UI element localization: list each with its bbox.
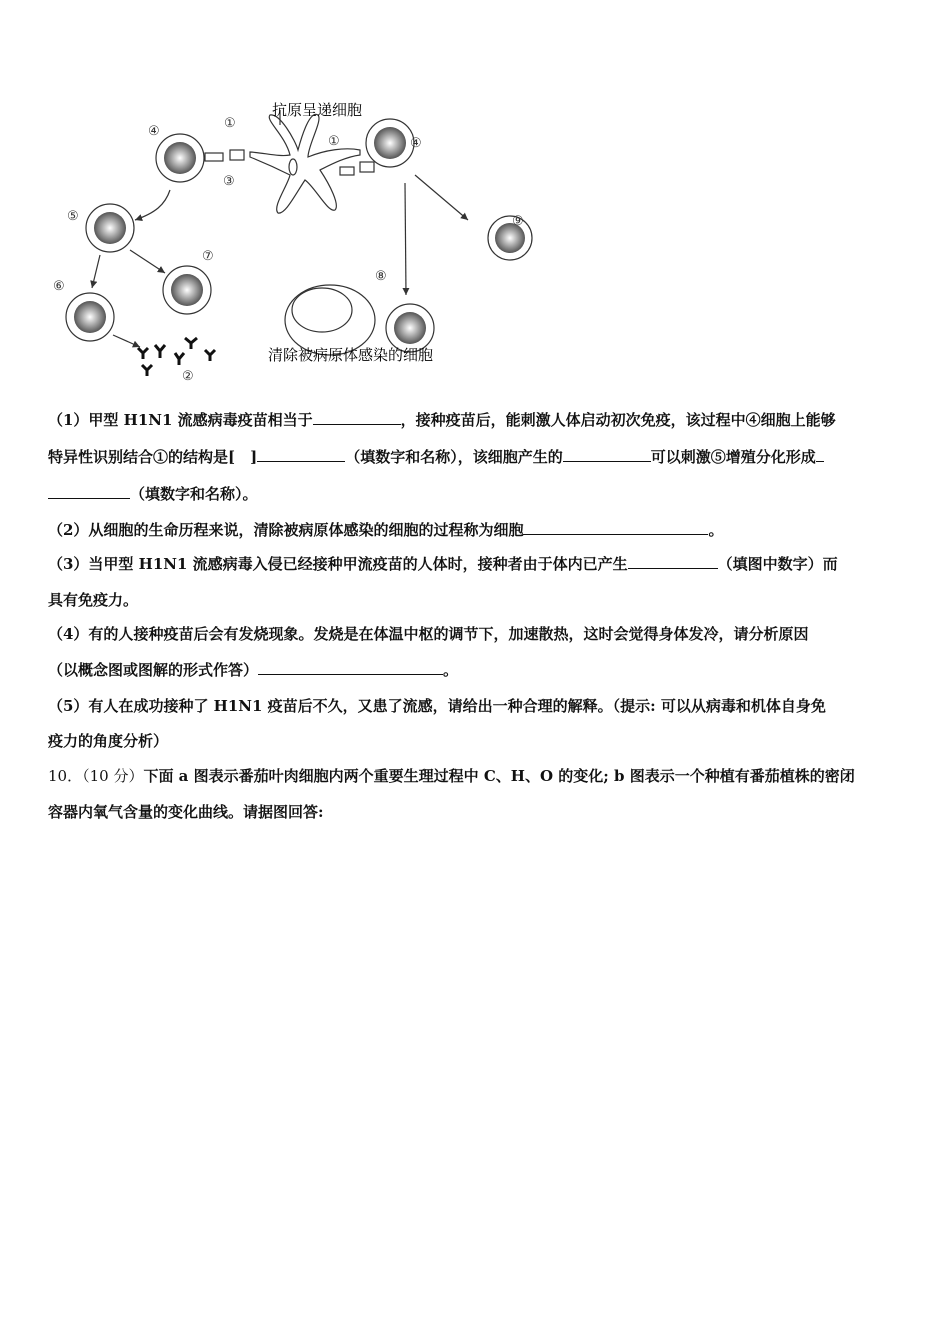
- question-4-line-2: （以概念图或图解的形式作答） 。: [48, 661, 459, 679]
- question-number: 10．（10 分）: [48, 767, 144, 785]
- answer-blank[interactable]: [48, 484, 130, 499]
- immune-response-diagram: [40, 95, 540, 390]
- question-2: （2）从细胞的生命历程来说，清除被病原体感染的细胞的过程称为细胞 。: [48, 521, 724, 539]
- answer-blank[interactable]: [313, 410, 401, 425]
- svg-text:④: ④: [410, 136, 422, 151]
- question-10-line-1: 10．（10 分）下面 a 图表示番茄叶肉细胞内两个重要生理过程中 C、H、O 的变化; b 图表示一个种植有番茄植株的密闭: [48, 767, 855, 785]
- svg-text:②: ②: [182, 369, 194, 384]
- answer-blank[interactable]: [816, 447, 824, 462]
- answer-blank[interactable]: [523, 520, 708, 535]
- question-10-line-2: 容器内氧气含量的变化曲线。请据图回答:: [48, 803, 324, 821]
- answer-blank[interactable]: [563, 447, 651, 462]
- question-1-line-2: 特异性识别结合①的结构是[ ] （填数字和名称），该细胞产生的 可以刺激⑤增殖分化形成: [48, 447, 824, 467]
- answer-blank[interactable]: [257, 447, 345, 462]
- question-1-line-3: （填数字和名称）。: [48, 484, 258, 504]
- svg-text:④: ④: [148, 124, 160, 139]
- svg-text:⑧: ⑧: [375, 269, 387, 284]
- svg-text:⑤: ⑤: [67, 209, 79, 224]
- svg-text:①: ①: [224, 116, 236, 131]
- infected-cell-caption: 清除被病原体感染的细胞: [268, 346, 434, 364]
- answer-blank[interactable]: [628, 554, 718, 569]
- svg-text:③: ③: [223, 174, 235, 189]
- svg-text:⑥: ⑥: [53, 279, 65, 294]
- svg-text:①: ①: [328, 134, 340, 149]
- svg-text:⑨: ⑨: [512, 214, 524, 229]
- answer-blank[interactable]: [258, 660, 443, 675]
- apc-label: 抗原呈递细胞: [272, 101, 363, 119]
- antigen-presenting-cell: [250, 114, 360, 213]
- svg-text:⑦: ⑦: [202, 249, 214, 264]
- question-4-line-1: （4）有的人接种疫苗后会有发烧现象。发烧是在体温中枢的调节下，加速散热，这时会觉得身体发冷，请分析原因: [48, 625, 809, 643]
- question-5-line-1: （5）有人在成功接种了 H1N1 疫苗后不久，又患了流感，请给出一种合理的解释。（提示: 可以从病毒和机体自身免: [48, 697, 826, 715]
- question-1-line-1: （1）甲型 H1N1 流感病毒疫苗相当于 ，接种疫苗后，能刺激人体启动初次免疫，该过程中④细胞上能够: [48, 411, 836, 429]
- antibodies-icon: [138, 338, 215, 376]
- question-5-line-2: 疫力的角度分析）: [48, 732, 169, 750]
- question-3-line-1: （3）当甲型 H1N1 流感病毒入侵已经接种甲流疫苗的人体时，接种者由于体内已产生 （填图中数字）而: [48, 555, 838, 573]
- question-3-line-2: 具有免疫力。: [48, 591, 139, 609]
